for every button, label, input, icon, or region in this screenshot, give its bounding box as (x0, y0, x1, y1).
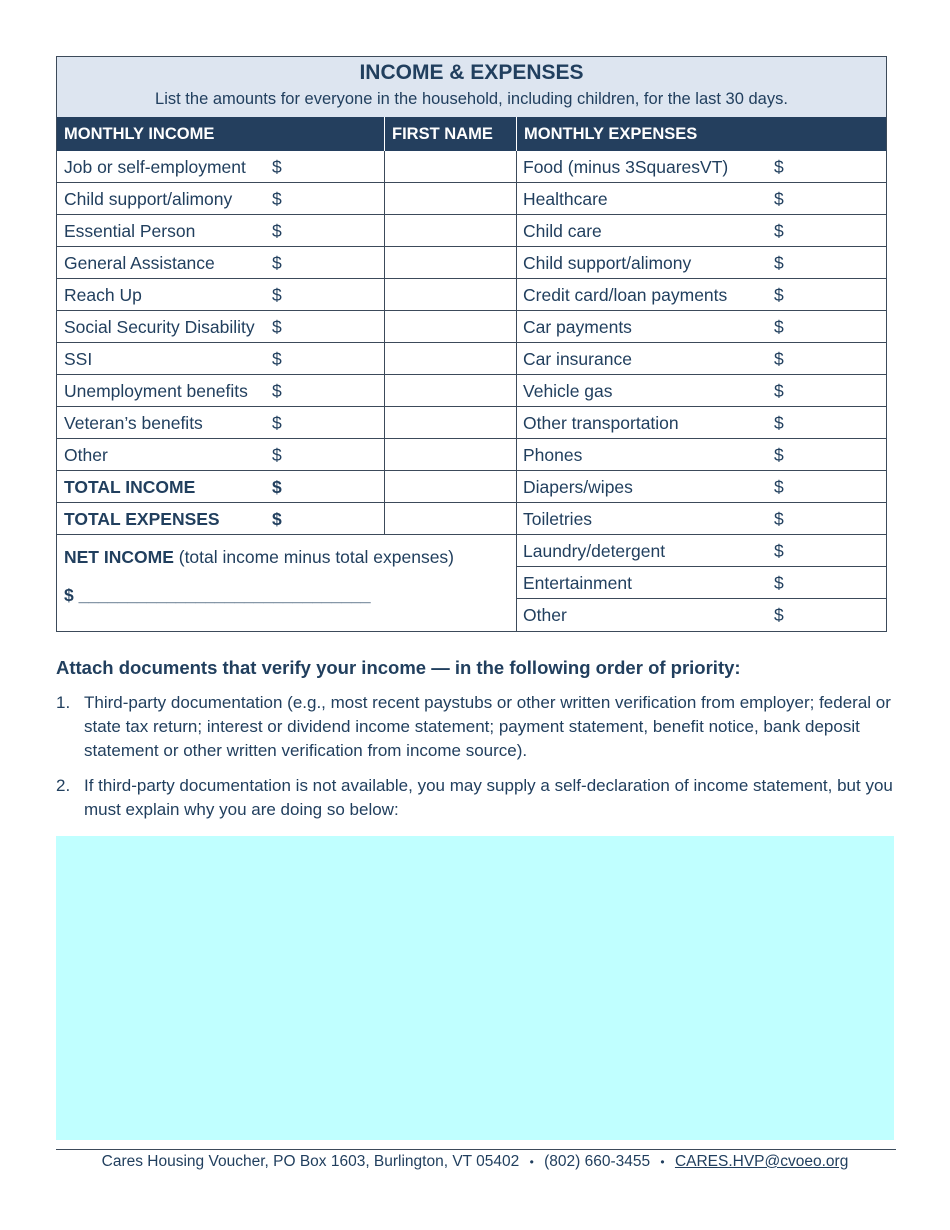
income-row-label: Veteran’s benefits (64, 413, 203, 433)
expense-row-label: Phones (523, 445, 583, 465)
first-name-cell[interactable] (384, 343, 516, 375)
expense-row-label: Child care (523, 221, 602, 241)
expense-row-label: Car insurance (523, 349, 632, 369)
list-text: If third-party documentation is not available, you may supply a self-declaration of income statement, but you must explain why you are doing so below: (84, 776, 893, 819)
income-expenses-form (56, 56, 887, 632)
expense-amount-field[interactable]: $ (774, 413, 784, 433)
expense-row-label: Credit card/loan payments (523, 285, 728, 305)
income-row-label: Unemployment benefits (64, 381, 248, 401)
expense-row-label: Other transportation (523, 413, 679, 433)
first-name-cell[interactable] (384, 471, 516, 503)
income-amount-field[interactable]: $ (272, 381, 282, 401)
expense-row (516, 343, 886, 375)
expense-row (516, 215, 886, 247)
income-row-label: Reach Up (64, 285, 142, 305)
expense-amount-field[interactable]: $ (774, 509, 784, 529)
income-row (57, 183, 384, 215)
income-row-label: Other (64, 445, 108, 465)
footer (0, 1153, 950, 1171)
list-text: Third-party documentation (e.g., most recent paystubs or other written verification from employer; federal or state tax return; interest or dividend income statement; payment statement, benefit notice, bank deposit statement or other written verification from income source). (84, 693, 891, 760)
first-name-cell[interactable] (384, 247, 516, 279)
expense-row (516, 375, 886, 407)
income-row (57, 215, 384, 247)
income-row (57, 247, 384, 279)
first-name-cell[interactable] (384, 183, 516, 215)
income-amount-field[interactable]: $ (272, 157, 282, 177)
form-title: INCOME & EXPENSES (359, 61, 584, 84)
first-name-header: FIRST NAME (384, 117, 516, 151)
income-amount-field[interactable]: $ (272, 189, 282, 209)
income-row (57, 151, 384, 183)
column-divider (516, 151, 517, 631)
expense-amount-field[interactable]: $ (774, 189, 784, 209)
income-row (57, 503, 384, 535)
list-number: 2. (56, 776, 71, 795)
bullet-icon: • (660, 1155, 665, 1169)
net-income-label: NET INCOME (total income minus total expenses) (64, 547, 455, 567)
expense-amount-field[interactable]: $ (774, 445, 784, 465)
income-amount-field[interactable]: $ (272, 253, 282, 273)
expense-row-label: Diapers/wipes (523, 477, 633, 497)
expense-amount-field[interactable]: $ (774, 541, 784, 561)
first-name-cell[interactable] (384, 311, 516, 343)
footer-divider (56, 1149, 896, 1150)
income-row-label: Job or self-employment (64, 157, 246, 177)
monthly-income-header: MONTHLY INCOME (57, 117, 384, 151)
expense-row (516, 535, 886, 567)
income-amount-field[interactable]: $ (272, 317, 282, 337)
expense-row-label: Other (523, 605, 567, 625)
expense-row (516, 183, 886, 215)
expense-amount-field[interactable]: $ (774, 317, 784, 337)
explanation-textarea[interactable] (56, 836, 894, 1140)
expense-amount-field[interactable]: $ (774, 253, 784, 273)
expense-row-label: Food (minus 3SquaresVT) (523, 157, 729, 177)
expense-row (516, 439, 886, 471)
income-row-label: TOTAL INCOME (64, 477, 196, 497)
expense-amount-field[interactable]: $ (774, 381, 784, 401)
expense-row (516, 151, 886, 183)
expense-row-label: Laundry/detergent (523, 541, 666, 561)
income-row (57, 439, 384, 471)
list-item-2 (56, 774, 896, 822)
form-header (57, 57, 886, 117)
income-amount-field[interactable]: $ (272, 285, 282, 305)
income-row-label: SSI (64, 349, 93, 369)
income-amount-field[interactable]: $ (272, 349, 282, 369)
income-row-label: Child support/alimony (64, 189, 233, 209)
expense-amount-field[interactable]: $ (774, 477, 784, 497)
expense-row (516, 599, 886, 631)
income-row (57, 279, 384, 311)
expense-amount-field[interactable]: $ (774, 285, 784, 305)
column-divider (384, 151, 385, 535)
first-name-cell[interactable] (384, 407, 516, 439)
expense-amount-field[interactable]: $ (774, 605, 784, 625)
expense-row-label: Vehicle gas (523, 381, 613, 401)
income-row (57, 471, 384, 503)
income-row (57, 343, 384, 375)
income-row (57, 311, 384, 343)
income-row-label: TOTAL EXPENSES (64, 509, 220, 529)
expense-row (516, 311, 886, 343)
expense-amount-field[interactable]: $ (774, 573, 784, 593)
expense-row-label: Child support/alimony (523, 253, 692, 273)
income-amount-field[interactable]: $ (272, 413, 282, 433)
income-amount-field[interactable]: $ (272, 221, 282, 241)
income-row-label: General Assistance (64, 253, 215, 273)
expense-row-label: Toiletries (523, 509, 593, 529)
list-item-1 (56, 691, 896, 763)
expense-row (516, 247, 886, 279)
footer-email-link[interactable]: CARES.HVP@cvoeo.org (674, 1153, 849, 1170)
income-row-label: Social Security Disability (64, 317, 255, 337)
expense-row (516, 471, 886, 503)
expense-row-label: Car payments (523, 317, 632, 337)
expense-amount-field[interactable]: $ (774, 221, 784, 241)
first-name-cell[interactable] (384, 151, 516, 183)
expense-row (516, 503, 886, 535)
net-income-block (57, 535, 516, 631)
first-name-cell[interactable] (384, 439, 516, 471)
monthly-expenses-header: MONTHLY EXPENSES (516, 117, 886, 151)
first-name-cell[interactable] (384, 375, 516, 407)
income-row (57, 375, 384, 407)
bullet-icon: • (529, 1155, 534, 1169)
income-row-label: Essential Person (64, 221, 196, 241)
expense-amount-field[interactable]: $ (774, 349, 784, 369)
footer-phone: (802) 660-3455 (544, 1153, 651, 1170)
first-name-cell[interactable] (384, 215, 516, 247)
first-name-cell[interactable] (384, 279, 516, 311)
attach-heading: Attach documents that verify your income — in the following order of priority: (56, 657, 741, 678)
expense-row-label: Healthcare (523, 189, 608, 209)
income-amount-field[interactable]: $ (272, 509, 282, 529)
expense-amount-field[interactable]: $ (774, 157, 784, 177)
expense-row-label: Entertainment (523, 573, 632, 593)
first-name-cell[interactable] (384, 503, 516, 535)
income-amount-field[interactable]: $ (272, 445, 282, 465)
expense-row (516, 567, 886, 599)
net-income-input[interactable]: $ ______________________________ (64, 585, 371, 605)
list-number: 1. (56, 693, 71, 712)
expense-row (516, 279, 886, 311)
income-row (57, 407, 384, 439)
income-amount-field[interactable]: $ (272, 477, 282, 497)
footer-address: Cares Housing Voucher, PO Box 1603, Burlington, VT 05402 (101, 1153, 520, 1170)
form-subtitle: List the amounts for everyone in the household, including children, for the last 30 days. (155, 90, 788, 108)
expense-row (516, 407, 886, 439)
